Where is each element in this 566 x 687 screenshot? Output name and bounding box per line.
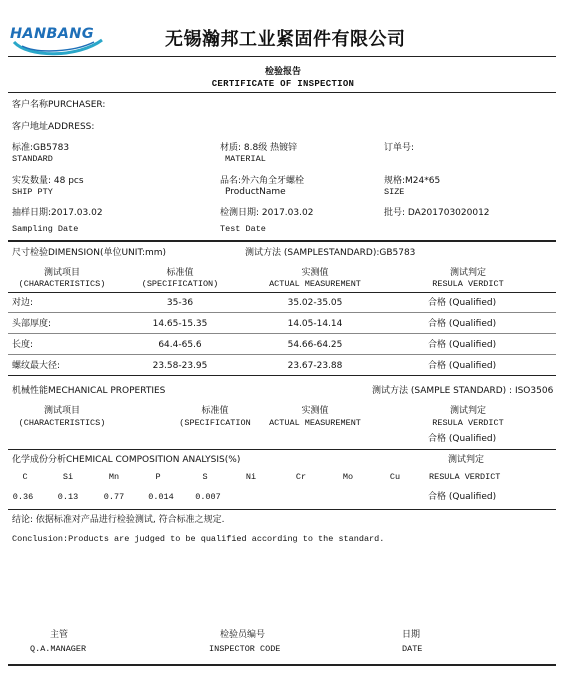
table-row-spec: 14.65-15.35	[152, 319, 208, 329]
element-si: Si	[62, 472, 74, 482]
table-row-verdict: 合格 (Qualified)	[428, 298, 497, 308]
dimension-title: 尺寸检验DIMENSION(单位UNIT:mm)	[12, 248, 167, 258]
table-row-item: 对边:	[12, 298, 34, 308]
dim-header-spec-cn: 标准值	[166, 268, 194, 278]
table-row-item: 头部厚度:	[12, 319, 52, 329]
product-name-en: ProductName	[225, 187, 286, 197]
manager-en: Q.A.MANAGER	[30, 644, 87, 654]
value-c: 0.36	[12, 492, 34, 502]
dimension-method: 测试方法 (SAMPLESTANDARD):GB5783	[245, 248, 416, 258]
manager-cn: 主管	[50, 630, 69, 640]
mech-header-verdict-en: RESULA VERDICT	[432, 418, 504, 428]
mechanical-method: 测试方法 (SAMPLE STANDARD) : ISO3506	[372, 386, 554, 396]
table-row-actual: 54.66-64.25	[287, 340, 343, 350]
title-divider	[8, 92, 556, 93]
customer-address-label: 客户地址ADDRESS:	[12, 122, 95, 132]
element-ni: Ni	[245, 472, 257, 482]
conclusion-en: Conclusion:Products are judged to be qualified according to the standard.	[12, 534, 385, 544]
inspector-cn: 检验员编号	[220, 630, 266, 640]
date-en: DATE	[402, 644, 423, 654]
dim-header-verdict-en: RESULA VERDICT	[432, 279, 504, 289]
mechanical-verdict: 合格 (Qualified)	[428, 434, 497, 444]
mech-header-spec-cn: 标准值	[201, 406, 229, 416]
element-mo: Mo	[342, 472, 354, 482]
ship-quantity-cn: 实发数量: 48 pcs	[12, 176, 84, 186]
size-en: SIZE	[384, 187, 405, 197]
element-p: P	[155, 472, 161, 482]
table-row-actual: 23.67-23.88	[287, 361, 343, 371]
mech-header-spec-en: (SPECIFICATION	[179, 418, 251, 428]
chemical-verdict-en: RESULA VERDICT	[429, 472, 501, 482]
table-row-verdict: 合格 (Qualified)	[428, 319, 497, 329]
info-divider	[8, 240, 556, 242]
mech-header-actual-en: ACTUAL MEASUREMENT	[269, 418, 361, 428]
value-s: 0.007	[195, 492, 221, 502]
report-title-en: CERTIFICATE OF INSPECTION	[211, 79, 355, 89]
inspector-en: INSPECTOR CODE	[209, 644, 281, 654]
table-row-actual: 35.02-35.05	[287, 298, 343, 308]
value-mn: 0.77	[103, 492, 125, 502]
dim-header-spec-en: (SPECIFICATION)	[141, 279, 219, 289]
element-cr: Cr	[295, 472, 307, 482]
table-row-spec: 64.4-65.6	[158, 340, 202, 350]
chemical-divider	[8, 509, 556, 510]
mech-header-char-en: (CHARACTERISTICS)	[18, 418, 106, 428]
mech-header-char-cn: 测试项目	[43, 406, 80, 416]
value-si: 0.13	[57, 492, 79, 502]
order-number-label: 订单号:	[384, 143, 415, 153]
dim-header-divider	[8, 292, 556, 293]
sampling-date-en: Sampling Date	[12, 224, 79, 234]
footer-divider	[8, 664, 556, 666]
dim-header-char-cn: 测试项目	[43, 268, 80, 278]
table-row-actual: 14.05-14.14	[287, 319, 343, 329]
product-name-cn: 品名:外六角全牙螺栓	[220, 176, 305, 186]
table-row-spec: 35-36	[166, 298, 194, 308]
element-cu: Cu	[389, 472, 401, 482]
standard-en: STANDARD	[12, 154, 53, 164]
element-mn: Mn	[108, 472, 120, 482]
value-p: 0.014	[148, 492, 174, 502]
element-s: S	[202, 472, 208, 482]
date-cn: 日期	[402, 630, 421, 640]
table-row-verdict: 合格 (Qualified)	[428, 361, 497, 371]
mech-header-verdict-cn: 测试判定	[449, 406, 486, 416]
conclusion-cn: 结论: 依据标准对产品进行检验测试, 符合标准之规定.	[12, 515, 225, 525]
mechanical-divider	[8, 449, 556, 450]
row-divider	[8, 312, 556, 313]
dim-header-verdict-cn: 测试判定	[449, 268, 486, 278]
material-en: MATERIAL	[225, 154, 266, 164]
report-title-cn: 检验报告	[264, 67, 301, 77]
standard-cn: 标准:GB5783	[12, 143, 70, 153]
company-logo	[8, 18, 106, 58]
mech-header-actual-cn: 实测值	[301, 406, 329, 416]
table-row-item: 螺纹最大径:	[12, 361, 61, 371]
chemical-verdict: 合格 (Qualified)	[428, 492, 497, 502]
row-divider	[8, 354, 556, 355]
material-cn: 材质: 8.8级 热镀锌	[220, 143, 298, 153]
chemical-title: 化学成份分析CHEMICAL COMPOSITION ANALYSIS(%)	[12, 455, 241, 465]
sampling-date-cn: 抽样日期:2017.03.02	[12, 208, 103, 218]
table-row-item: 长度:	[12, 340, 34, 350]
size-cn: 规格:M24*65	[384, 176, 441, 186]
dim-header-char-en: (CHARACTERISTICS)	[18, 279, 106, 289]
table-row-spec: 23.58-23.95	[152, 361, 208, 371]
batch-number: 批号: DA201703020012	[384, 208, 490, 218]
mechanical-title: 机械性能MECHANICAL PROPERTIES	[12, 386, 166, 396]
row-divider	[8, 333, 556, 334]
dim-header-actual-cn: 实测值	[301, 268, 329, 278]
test-date-en: Test Date	[220, 224, 266, 234]
ship-quantity-en: SHIP PTY	[12, 187, 53, 197]
company-name: 无锡瀚邦工业紧固件有限公司	[165, 29, 406, 50]
table-row-verdict: 合格 (Qualified)	[428, 340, 497, 350]
test-date-cn: 检测日期: 2017.03.02	[220, 208, 314, 218]
customer-name-label: 客户名称PURCHASER:	[12, 100, 106, 110]
dim-header-actual-en: ACTUAL MEASUREMENT	[269, 279, 361, 289]
element-c: C	[22, 472, 28, 482]
chemical-verdict-cn: 测试判定	[448, 455, 485, 465]
header-divider	[8, 56, 556, 57]
dimension-divider	[8, 375, 556, 376]
logo-text: HANBANG	[10, 26, 94, 42]
